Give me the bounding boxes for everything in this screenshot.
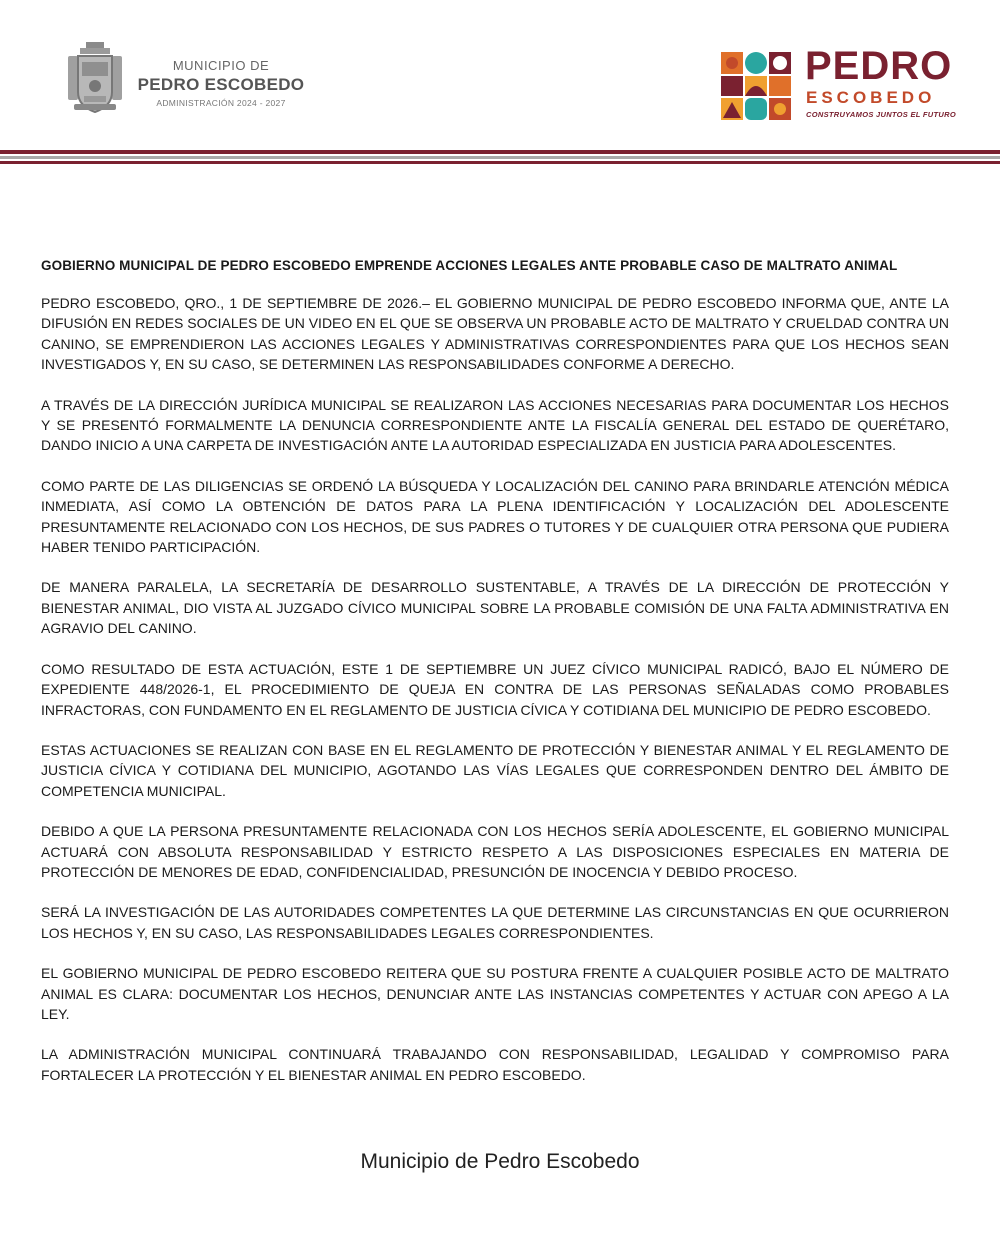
colorful-mosaic-logo-icon xyxy=(721,52,793,120)
paragraph: COMO PARTE DE LAS DILIGENCIAS SE ORDENÓ LA BÚSQUEDA Y LOCALIZACIÓN DEL CANINO PARA BRINDARLE ATENCIÓN MÉDICA INMEDIATA, ASÍ COMO LA OBTENCIÓN DE DATOS PARA LA PLENA IDENTIFICACIÓN Y LOCALIZACIÓN DEL ADOLESCENTE PRESUNTAMENTE RELACIONADO CON LOS HECHOS, DE SUS PADRES O TUTORES Y DE CUALQUIER OTRA PERSONA QUE PUDIERA HABER TENIDO PARTICIPACIÓN. xyxy=(41,477,949,556)
press-release-body xyxy=(41,258,949,1105)
paragraph: DEBIDO A QUE LA PERSONA PRESUNTAMENTE RELACIONADA CON LOS HECHOS SERÍA ADOLESCENTE, EL GOBIERNO MUNICIPAL ACTUARÁ CON ABSOLUTA RESPONSABILIDAD Y ESTRICTO RESPETO A LAS DISPOSICIONES ESPECIALES EN MATERIA DE PROTECCIÓN DE MENORES DE EDAD, CONFIDENCIALIDAD, PRESUNCIÓN DE INOCENCIA Y DEBIDO PROCESO. xyxy=(41,823,949,880)
brand-title: PEDRO xyxy=(805,44,953,88)
paragraph: PEDRO ESCOBEDO, QRO., 1 DE SEPTIEMBRE DE 2026.– EL GOBIERNO MUNICIPAL DE PEDRO ESCOBEDO INFORMA QUE, ANTE LA DIFUSIÓN EN REDES SOCIALES DE UN VIDEO EN EL QUE SE OBSERVA UN PROBABLE ACTO DE MALTRATO Y CRUELDAD CONTRA UN CANINO, SE EMPRENDIERON LAS ACCIONES LEGALES Y ADMINISTRATIVAS CORRESPONDIENTES PARA QUE LOS HECHOS SEAN INVESTIGADOS Y, EN SU CASO, SE DETERMINEN LAS RESPONSABILIDADES CONFORME A DERECHO. xyxy=(41,295,949,373)
municipality-wordmark xyxy=(126,58,316,108)
paragraph: LA ADMINISTRACIÓN MUNICIPAL CONTINUARÁ TRABAJANDO CON RESPONSABILIDAD, LEGALIDAD Y COMPROMISO PARA FORTALECER LA PROTECCIÓN Y EL BIENESTAR ANIMAL EN PEDRO ESCOBEDO. xyxy=(41,1046,949,1083)
municipal-crest-icon xyxy=(66,40,124,116)
paragraph: COMO RESULTADO DE ESTA ACTUACIÓN, ESTE 1 DE SEPTIEMBRE UN JUEZ CÍVICO MUNICIPAL RADICÓ, BAJO EL NÚMERO DE EXPEDIENTE 448/2026-1, EL PROCEDIMIENTO DE QUEJA EN CONTRA DE LAS PERSONAS SEÑALADAS COMO PROBABLES INFRACTORAS, CON FUNDAMENTO EN EL REGLAMENTO DE JUSTICIA CÍVICA Y COTIDIANA DEL MUNICIPIO DE PEDRO ESCOBEDO. xyxy=(41,660,949,718)
paragraph: DE MANERA PARALELA, LA SECRETARÍA DE DESARROLLO SUSTENTABLE, A TRAVÉS DE LA DIRECCIÓN DE PROTECCIÓN Y BIENESTAR ANIMAL, DIO VISTA AL JUZGADO CÍVICO MUNICIPAL SOBRE LA PROBABLE COMISIÓN DE UNA FALTA ADMINISTRATIVA EN AGRAVIO DEL CANINO. xyxy=(41,579,949,637)
brand-tagline: CONSTRUYAMOS JUNTOS EL FUTURO xyxy=(806,110,956,119)
municipality-name: PEDRO ESCOBEDO xyxy=(137,75,305,94)
paragraph: SERÁ LA INVESTIGACIÓN DE LAS AUTORIDADES COMPETENTES LA QUE DETERMINE LAS CIRCUNSTANCIAS EN QUE OCURRIERON LOS HECHOS Y, EN SU CASO, LAS RESPONSABILIDADES LEGALES CORRESPONDIENTES. xyxy=(41,904,949,941)
footer-signature: Municipio de Pedro Escobedo xyxy=(360,1150,640,1173)
administration-period: ADMINISTRACIÓN 2024 - 2027 xyxy=(156,98,286,108)
press-release-title: GOBIERNO MUNICIPAL DE PEDRO ESCOBEDO EMPRENDE ACCIONES LEGALES ANTE PROBABLE CASO DE MALTRATO ANIMAL xyxy=(41,258,898,273)
brand-subtitle: ESCOBEDO xyxy=(806,88,936,107)
paragraph: A TRAVÉS DE LA DIRECCIÓN JURÍDICA MUNICIPAL SE REALIZARON LAS ACCIONES NECESARIAS PARA DOCUMENTAR LOS HECHOS Y SE PRESENTÓ FORMALMENTE LA DENUNCIA CORRESPONDIENTE ANTE LA FISCALÍA GENERAL DEL ESTADO DE QUERÉTARO, DANDO INICIO A UNA CARPETA DE INVESTIGACIÓN ANTE LA AUTORIDAD ESPECIALIZADA EN JUSTICIA PARA ADOLESCENTES. xyxy=(41,396,949,454)
paragraph: EL GOBIERNO MUNICIPAL DE PEDRO ESCOBEDO REITERA QUE SU POSTURA FRENTE A CUALQUIER POSIBLE ACTO DE MALTRATO ANIMAL ES CLARA: DOCUMENTAR LOS HECHOS, DENUNCIAR ANTE LAS INSTANCIAS COMPETENTES Y ACTUAR CON APEGO A LA LEY. xyxy=(41,965,949,1022)
header-divider xyxy=(0,150,1000,164)
paragraph: ESTAS ACTUACIONES SE REALIZAN CON BASE EN EL REGLAMENTO DE PROTECCIÓN Y BIENESTAR ANIMAL Y EL REGLAMENTO DE JUSTICIA CÍVICA Y COTIDIANA DEL MUNICIPIO, AGOTANDO LAS VÍAS LEGALES QUE CORRESPONDEN DENTRO DEL ÁMBITO DE COMPETENCIA MUNICIPAL. xyxy=(41,741,949,799)
letterhead xyxy=(0,0,1000,150)
municipality-label: MUNICIPIO DE xyxy=(172,58,270,73)
